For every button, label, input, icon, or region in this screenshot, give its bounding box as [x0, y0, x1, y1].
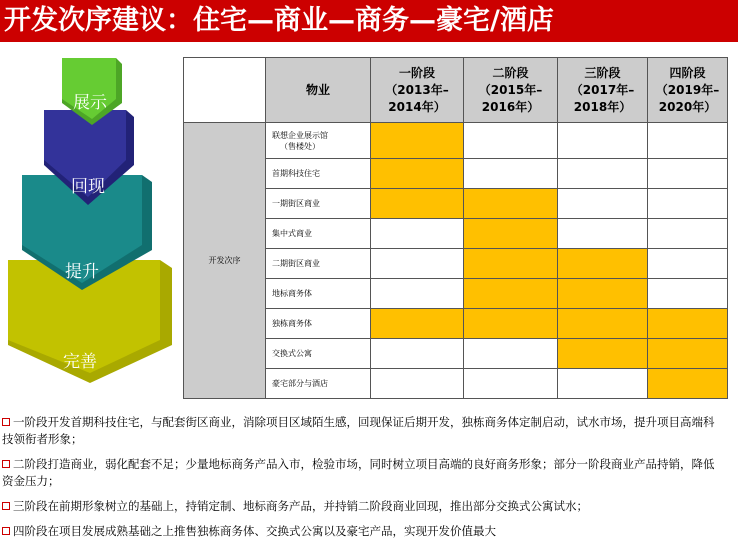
header-phase-3	[558, 58, 648, 123]
row-label-text: 豪宅部分与酒店	[272, 379, 328, 388]
phase-2-years-end: 2016年）	[481, 99, 540, 114]
phase-2-years: （2015年–	[478, 82, 543, 97]
phase-3-cell	[558, 309, 648, 339]
phase-4-cell	[648, 123, 728, 159]
table-row	[184, 123, 728, 159]
phase-4-years-end: 2020年）	[658, 99, 717, 114]
note-item-1	[2, 414, 722, 448]
bullet-square-icon	[2, 418, 10, 426]
phase-1-name: 一阶段	[398, 65, 435, 80]
row-label	[266, 159, 371, 189]
header-corner-cell	[184, 58, 266, 123]
row-label	[266, 189, 371, 219]
phase-2-cell	[464, 159, 558, 189]
phase-3-cell	[558, 159, 648, 189]
phase-2-name: 二阶段	[492, 65, 529, 80]
table-row	[184, 369, 728, 399]
phase-2-cell	[464, 219, 558, 249]
header-phase-4	[648, 58, 728, 123]
phase-1-cell	[371, 123, 464, 159]
phase-3-cell	[558, 123, 648, 159]
bullet-square-icon	[2, 502, 10, 510]
bullet-square-icon	[2, 527, 10, 535]
development-schedule-table	[183, 57, 728, 399]
phase-4-cell	[648, 159, 728, 189]
phase-3-cell	[558, 339, 648, 369]
header-phase-1	[371, 58, 464, 123]
note-item-2	[2, 456, 722, 490]
phase-1-cell	[371, 309, 464, 339]
row-label-text: 独栋商务体	[272, 319, 312, 328]
stage-pyramid	[0, 55, 180, 385]
header-phase-2	[464, 58, 558, 123]
phase-3-cell	[558, 219, 648, 249]
table-row	[184, 309, 728, 339]
row-label	[266, 339, 371, 369]
phase-1-cell	[371, 189, 464, 219]
phase-4-cell	[648, 309, 728, 339]
note-text-3: 三阶段在前期形象树立的基础上，持销定制、地标商务产品，并持销二阶段商业回现，推出部分交换式公寓试水；	[13, 499, 588, 513]
row-label-text: 地标商务体	[272, 289, 312, 298]
pyramid-level-2-label: 回现	[71, 177, 105, 197]
phase-3-cell	[558, 189, 648, 219]
phase-4-name: 四阶段	[669, 65, 706, 80]
note-item-3	[2, 498, 722, 515]
phase-2-cell	[464, 279, 558, 309]
phase-1-years: （2013年–	[385, 82, 449, 97]
phase-3-cell	[558, 279, 648, 309]
note-text-2: 二阶段打造商业，弱化配套不足；少量地标商务产品入市，检验市场，同时树立项目高端的良好商务形象；部分一阶段商业产品持销，降低资金压力；	[2, 457, 715, 488]
phase-1-cell	[371, 219, 464, 249]
row-label-text: 首期科技住宅	[272, 169, 320, 178]
table-row	[184, 339, 728, 369]
table-header-row	[184, 58, 728, 123]
phase-2-cell	[464, 309, 558, 339]
row-label-text: 集中式商业	[272, 229, 312, 238]
phase-3-name: 三阶段	[584, 65, 621, 80]
row-label	[266, 249, 371, 279]
phase-2-cell	[464, 249, 558, 279]
phase-4-cell	[648, 279, 728, 309]
row-label-text: 交换式公寓	[272, 349, 312, 358]
table-row	[184, 249, 728, 279]
phase-4-cell	[648, 369, 728, 399]
row-label	[266, 219, 371, 249]
pyramid-level-1-label: 展示	[73, 93, 107, 113]
row-label-text: 一期街区商业	[272, 199, 320, 208]
phase-2-cell	[464, 369, 558, 399]
note-text-4: 四阶段在项目发展成熟基础之上推售独栋商务体、交换式公寓以及豪宅产品，实现开发价值最大	[13, 524, 496, 538]
row-label-text: 联想企业展示馆	[272, 130, 328, 140]
pyramid-level-4-label: 完善	[63, 352, 97, 372]
phase-3-years: （2017年–	[570, 82, 635, 97]
phase-1-years-end: 2014年）	[388, 99, 446, 114]
header-property: 物业	[266, 58, 371, 123]
phase-2-cell	[464, 189, 558, 219]
phase-4-cell	[648, 219, 728, 249]
note-text-1: 一阶段开发首期科技住宅，与配套街区商业，消除项目区域陌生感，回现保证后期开发，独栋商务体定制启动，试水市场，提升项目高端科技领衔者形象；	[2, 415, 715, 446]
page-title: 开发次序建议：住宅—商业—商务—豪宅/酒店	[0, 0, 738, 42]
row-label	[266, 309, 371, 339]
table-row	[184, 189, 728, 219]
row-label-subtext: （售楼处）	[280, 141, 320, 151]
row-label-text: 二期街区商业	[272, 259, 320, 268]
phase-1-cell	[371, 369, 464, 399]
row-label	[266, 369, 371, 399]
phase-2-cell	[464, 123, 558, 159]
group-label-cell: 开发次序	[184, 123, 266, 399]
row-label	[266, 279, 371, 309]
table-row	[184, 279, 728, 309]
phase-2-cell	[464, 339, 558, 369]
phase-1-cell	[371, 279, 464, 309]
phase-1-cell	[371, 159, 464, 189]
phase-3-cell	[558, 249, 648, 279]
bullet-square-icon	[2, 460, 10, 468]
phase-1-cell	[371, 339, 464, 369]
phase-4-years: （2019年–	[655, 82, 720, 97]
schedule-body	[184, 123, 728, 399]
phase-1-cell	[371, 249, 464, 279]
phase-3-years-end: 2018年）	[573, 99, 632, 114]
pyramid-level-3-label: 提升	[65, 262, 99, 282]
phase-4-cell	[648, 339, 728, 369]
table-row	[184, 159, 728, 189]
phase-3-cell	[558, 369, 648, 399]
row-label	[266, 123, 371, 159]
note-item-4	[2, 523, 722, 540]
phase-4-cell	[648, 249, 728, 279]
phase-4-cell	[648, 189, 728, 219]
table-row	[184, 219, 728, 249]
